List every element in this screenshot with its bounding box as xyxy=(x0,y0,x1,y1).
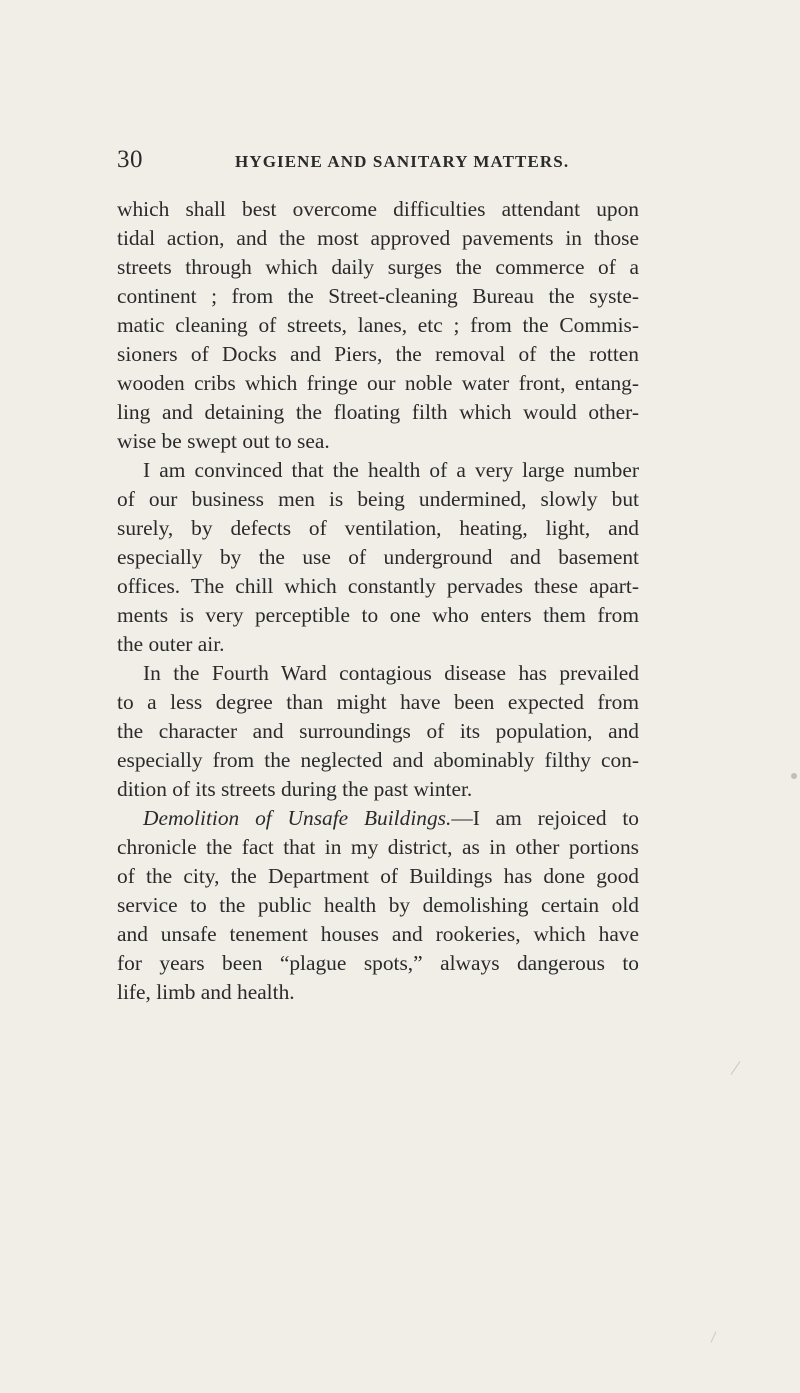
text-line xyxy=(117,775,639,804)
text-line xyxy=(117,224,639,253)
text-line xyxy=(117,978,639,1007)
body-text xyxy=(117,195,639,1007)
text-line xyxy=(117,804,639,833)
text-line xyxy=(117,398,639,427)
text-line xyxy=(117,688,639,717)
line-text: of the city, the Department of Buildings has done good xyxy=(117,864,639,888)
text-line xyxy=(117,340,639,369)
line-text: especially from the neglected and abominably filthy con- xyxy=(117,748,639,772)
line-text: for years been “plague spots,” always dangerous to xyxy=(117,951,639,975)
line-text: life, limb and health. xyxy=(117,980,295,1004)
text-line xyxy=(117,949,639,978)
line-text: and unsafe tenement houses and rookeries, which have xyxy=(117,922,639,946)
line-text: offices. The chill which constantly pervades these apart- xyxy=(117,574,639,598)
text-line xyxy=(117,195,639,224)
text-line xyxy=(117,833,639,862)
paper-mark xyxy=(731,1061,741,1075)
text-line xyxy=(117,253,639,282)
text-line xyxy=(117,920,639,949)
line-text: the outer air. xyxy=(117,632,225,656)
line-text: wooden cribs which fringe our noble water front, entang- xyxy=(117,371,639,395)
line-text: ling and detaining the floating filth which would other- xyxy=(117,400,639,424)
line-text: I am convinced that the health of a very large number xyxy=(143,458,639,482)
running-title: HYGIENE AND SANITARY MATTERS. xyxy=(235,152,570,171)
line-text: In the Fourth Ward contagious disease has prevailed xyxy=(143,661,639,685)
text-line xyxy=(117,282,639,311)
line-text: dition of its streets during the past winter. xyxy=(117,777,473,801)
text-line xyxy=(117,659,639,688)
text-line xyxy=(117,891,639,920)
text-line xyxy=(117,862,639,891)
line-text: surely, by defects of ventilation, heating, light, and xyxy=(117,516,639,540)
line-text: of our business men is being undermined, slowly but xyxy=(117,487,639,511)
text-line xyxy=(117,746,639,775)
line-text: to a less degree than might have been expected from xyxy=(117,690,639,714)
text-line xyxy=(117,572,639,601)
text-line xyxy=(117,485,639,514)
line-text: especially by the use of underground and basement xyxy=(117,545,639,569)
text-line xyxy=(117,601,639,630)
line-text: matic cleaning of streets, lanes, etc ; from the Commis- xyxy=(117,313,639,337)
text-line xyxy=(117,311,639,340)
text-line xyxy=(117,369,639,398)
page-number: 30 xyxy=(117,146,143,173)
text-line xyxy=(117,456,639,485)
line-text: ments is very perceptible to one who enters them from xyxy=(117,603,639,627)
line-text: service to the public health by demolishing certain old xyxy=(117,893,639,917)
line-text: tidal action, and the most approved pavements in those xyxy=(117,226,639,250)
page-header xyxy=(117,146,617,176)
section-heading: Demolition of Unsafe Buildings. xyxy=(143,806,452,830)
line-text: the character and surroundings of its population, and xyxy=(117,719,639,743)
text-line xyxy=(117,543,639,572)
line-text: continent ; from the Street-cleaning Bureau the syste- xyxy=(117,284,639,308)
ink-speck xyxy=(791,773,797,779)
line-text: —I am rejoiced to xyxy=(451,806,639,830)
line-text: which shall best overcome difficulties attendant upon xyxy=(117,197,639,221)
paper-mark xyxy=(711,1331,717,1342)
text-line xyxy=(117,514,639,543)
line-text: streets through which daily surges the commerce of a xyxy=(117,255,639,279)
line-text: chronicle the fact that in my district, as in other portions xyxy=(117,835,639,859)
text-line xyxy=(117,717,639,746)
line-text: wise be swept out to sea. xyxy=(117,429,330,453)
text-line xyxy=(117,630,639,659)
text-line xyxy=(117,427,639,456)
line-text: sioners of Docks and Piers, the removal of the rotten xyxy=(117,342,639,366)
